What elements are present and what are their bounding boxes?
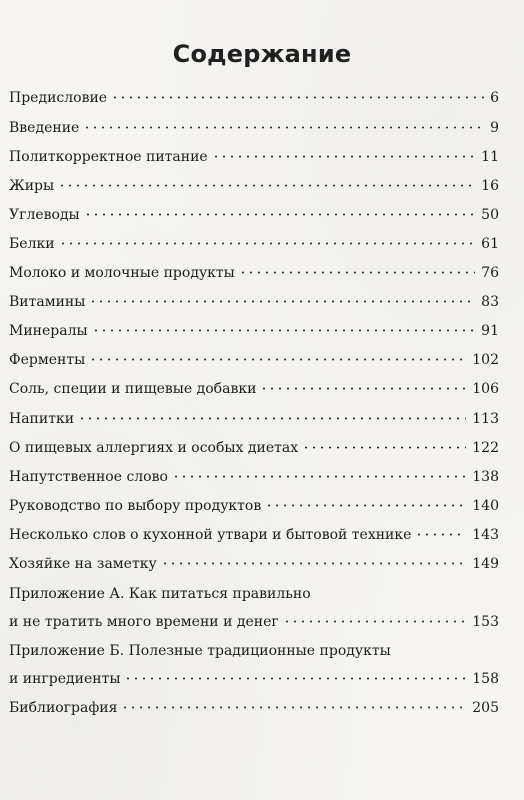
toc-entry[interactable] bbox=[9, 698, 499, 718]
toc-entry-line bbox=[9, 176, 499, 196]
toc-entry-title: Углеводы bbox=[9, 207, 80, 223]
toc-entry-line bbox=[9, 496, 499, 516]
toc-page-number: 11 bbox=[481, 149, 499, 165]
toc-entry-title: Несколько слов о кухонной утвари и бытовой технике bbox=[9, 527, 412, 543]
toc-entry-line-first bbox=[9, 641, 499, 661]
toc-entry-title: Предисловие bbox=[9, 90, 108, 106]
toc-page-number: 140 bbox=[472, 498, 499, 514]
toc-entry-line bbox=[9, 263, 499, 283]
dot-leader bbox=[265, 504, 466, 507]
dot-leader bbox=[92, 329, 476, 332]
toc-page-number: 16 bbox=[481, 178, 499, 194]
toc-entry-line bbox=[9, 379, 499, 399]
toc-entry[interactable] bbox=[9, 350, 499, 370]
toc-entry-line bbox=[9, 292, 499, 312]
toc-entry[interactable] bbox=[9, 438, 499, 458]
toc-entry-line bbox=[9, 525, 499, 545]
toc-entry[interactable] bbox=[9, 234, 499, 254]
dot-leader bbox=[89, 358, 466, 361]
toc-entry-title: Напитки bbox=[9, 411, 75, 427]
toc-entry-title: Соль, специи и пищевые добавки bbox=[9, 381, 257, 397]
toc-entry-line bbox=[9, 698, 499, 718]
toc-entry-line bbox=[9, 88, 499, 108]
toc-entry-title: Руководство по выбору продуктов bbox=[9, 498, 262, 514]
toc-entry[interactable] bbox=[9, 554, 499, 574]
dot-leader bbox=[84, 213, 475, 216]
toc-page-number: 113 bbox=[472, 411, 499, 427]
dot-leader bbox=[83, 126, 484, 129]
dot-leader bbox=[302, 446, 466, 449]
toc-entry-line bbox=[9, 147, 499, 167]
toc-page-number: 158 bbox=[472, 671, 499, 687]
toc-entry-title: Приложение Б. Полезные традиционные продукты bbox=[9, 643, 391, 659]
toc-page-number: 91 bbox=[481, 323, 499, 339]
dot-leader bbox=[239, 271, 475, 274]
toc-page-number: 106 bbox=[472, 381, 499, 397]
toc-page-number: 50 bbox=[481, 207, 499, 223]
dot-leader bbox=[415, 533, 466, 536]
toc-entry-title: Введение bbox=[9, 120, 80, 136]
dot-leader bbox=[161, 562, 467, 565]
toc-entry-title: Библиография bbox=[9, 700, 118, 716]
toc-entry-title: Политкорректное питание bbox=[9, 149, 208, 165]
toc-entry-line bbox=[9, 409, 499, 429]
dot-leader bbox=[124, 677, 466, 680]
dot-leader bbox=[121, 706, 466, 709]
toc-page-number: 6 bbox=[490, 90, 499, 106]
toc-entry[interactable] bbox=[9, 292, 499, 312]
toc-page-number: 122 bbox=[472, 440, 499, 456]
toc-entry[interactable] bbox=[9, 467, 499, 487]
toc-page-number: 9 bbox=[490, 120, 499, 136]
toc-entry-title: и ингредиенты bbox=[9, 671, 121, 687]
toc-entry[interactable] bbox=[9, 88, 499, 108]
toc-entry[interactable] bbox=[9, 584, 499, 632]
toc-entry-line bbox=[9, 438, 499, 458]
toc-entry[interactable] bbox=[9, 641, 499, 689]
dot-leader bbox=[111, 96, 484, 99]
toc-entry-line bbox=[9, 467, 499, 487]
toc-entry-title: Ферменты bbox=[9, 352, 86, 368]
dot-leader bbox=[212, 155, 475, 158]
toc-page-number: 153 bbox=[472, 614, 499, 630]
toc-entry[interactable] bbox=[9, 205, 499, 225]
toc-page-number: 83 bbox=[481, 294, 499, 310]
toc-page-number: 149 bbox=[472, 556, 499, 572]
toc-entry-line bbox=[9, 118, 499, 138]
dot-leader bbox=[78, 417, 466, 420]
toc-entry[interactable] bbox=[9, 496, 499, 516]
dot-leader bbox=[172, 475, 466, 478]
toc-page-number: 205 bbox=[472, 700, 499, 716]
toc-entry-title: Молоко и молочные продукты bbox=[9, 265, 235, 281]
toc-entry[interactable] bbox=[9, 263, 499, 283]
toc-entry-title: Хозяйке на заметку bbox=[9, 556, 157, 572]
toc-entry-title: Минералы bbox=[9, 323, 88, 339]
toc-entry-line bbox=[9, 612, 499, 632]
toc-entry-line-first bbox=[9, 584, 499, 604]
toc-entry[interactable] bbox=[9, 321, 499, 341]
toc-entry[interactable] bbox=[9, 409, 499, 429]
toc-entry[interactable] bbox=[9, 176, 499, 196]
toc-entry-title: Белки bbox=[9, 236, 55, 252]
dot-leader bbox=[260, 387, 466, 390]
toc-entry-title: Напутственное слово bbox=[9, 469, 168, 485]
toc-entry[interactable] bbox=[9, 147, 499, 167]
dot-leader bbox=[59, 242, 476, 245]
dot-leader bbox=[58, 184, 475, 187]
toc-entry-title: О пищевых аллергиях и особых диетах bbox=[9, 440, 299, 456]
toc-page-number: 143 bbox=[472, 527, 499, 543]
toc-entry-title: Приложение А. Как питаться правильно bbox=[9, 586, 311, 602]
toc-entry-line bbox=[9, 669, 499, 689]
toc-entry[interactable] bbox=[9, 118, 499, 138]
toc-entry-line bbox=[9, 321, 499, 341]
toc-entry-line bbox=[9, 234, 499, 254]
toc-entry[interactable] bbox=[9, 379, 499, 399]
page-title: Содержание bbox=[172, 40, 352, 68]
toc-page-number: 102 bbox=[472, 352, 499, 368]
toc-entry-title: Витамины bbox=[9, 294, 86, 310]
toc-page-number: 76 bbox=[481, 265, 499, 281]
dot-leader bbox=[283, 620, 467, 623]
toc-entry-title: и не тратить много времени и денег bbox=[9, 614, 279, 630]
toc-entry-line bbox=[9, 554, 499, 574]
toc-entry-line bbox=[9, 350, 499, 370]
toc-page-number: 138 bbox=[472, 469, 499, 485]
dot-leader bbox=[89, 300, 475, 303]
toc-entry-line bbox=[9, 205, 499, 225]
toc-entry[interactable] bbox=[9, 525, 499, 545]
toc-page-number: 61 bbox=[481, 236, 499, 252]
toc-entry-title: Жиры bbox=[9, 178, 55, 194]
